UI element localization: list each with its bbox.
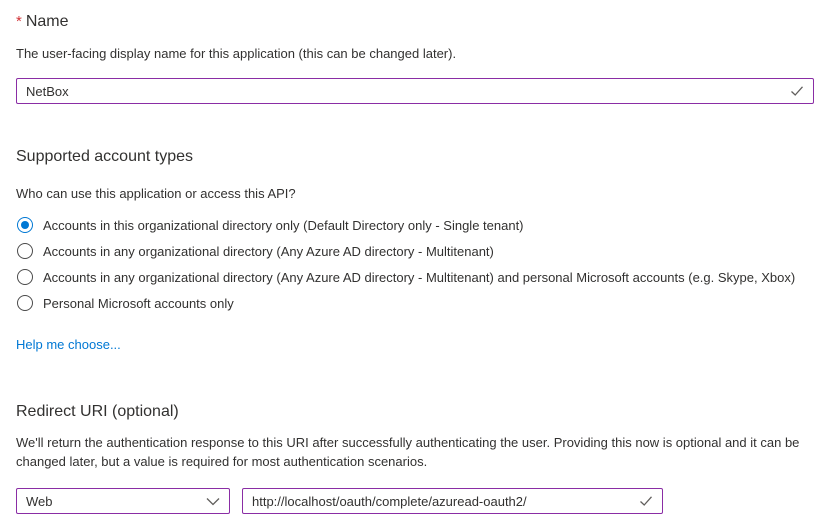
name-input-value: NetBox: [26, 83, 69, 99]
radio-button-icon: [17, 243, 33, 259]
platform-select[interactable]: [16, 488, 230, 514]
supported-account-types-title: Supported account types: [16, 148, 194, 165]
name-section-title: [16, 11, 814, 32]
radio-button-icon: [17, 217, 33, 233]
platform-select-value: Web: [26, 493, 53, 509]
radio-label: Accounts in any organizational directory (Any Azure AD directory - Multitenant) and personal Microsoft accounts (e.g. Skype, Xbox): [43, 269, 796, 285]
required-asterisk: *: [16, 13, 22, 30]
redirect-uri-section: [16, 401, 814, 514]
supported-account-types-section: [16, 146, 814, 354]
name-section: [16, 11, 814, 104]
radio-multitenant[interactable]: [16, 238, 814, 264]
redirect-uri-controls: [16, 488, 814, 514]
chevron-down-icon: [206, 495, 220, 507]
name-input[interactable]: [16, 78, 814, 104]
radio-personal-only[interactable]: [16, 290, 814, 316]
checkmark-icon: [790, 85, 804, 97]
radio-label: Accounts in any organizational directory (Any Azure AD directory - Multitenant): [43, 243, 494, 259]
radio-multitenant-personal[interactable]: [16, 264, 814, 290]
radio-button-icon: [17, 295, 33, 311]
checkmark-icon: [639, 495, 653, 507]
redirect-uri-input[interactable]: [242, 488, 663, 514]
account-types-radio-group: [16, 212, 814, 316]
radio-label: Personal Microsoft accounts only: [43, 295, 234, 311]
help-me-choose-link[interactable]: Help me choose...: [16, 337, 121, 352]
account-types-question: Who can use this application or access this API?: [16, 186, 296, 201]
redirect-uri-description: We'll return the authentication response to this URI after successfully authenticating the user. Providing this now is optional and it can be changed later, but a value is required for most authentication scenarios.: [16, 435, 800, 469]
redirect-uri-title: Redirect URI (optional): [16, 403, 179, 420]
radio-single-tenant[interactable]: [16, 212, 814, 238]
radio-button-icon: [17, 269, 33, 285]
name-label: Name: [25, 13, 69, 30]
redirect-uri-value: http://localhost/oauth/complete/azuread-oauth2/: [252, 493, 527, 509]
name-description: The user-facing display name for this application (this can be changed later).: [16, 46, 457, 61]
radio-label: Accounts in this organizational directory only (Default Directory only - Single tenant): [43, 217, 524, 233]
